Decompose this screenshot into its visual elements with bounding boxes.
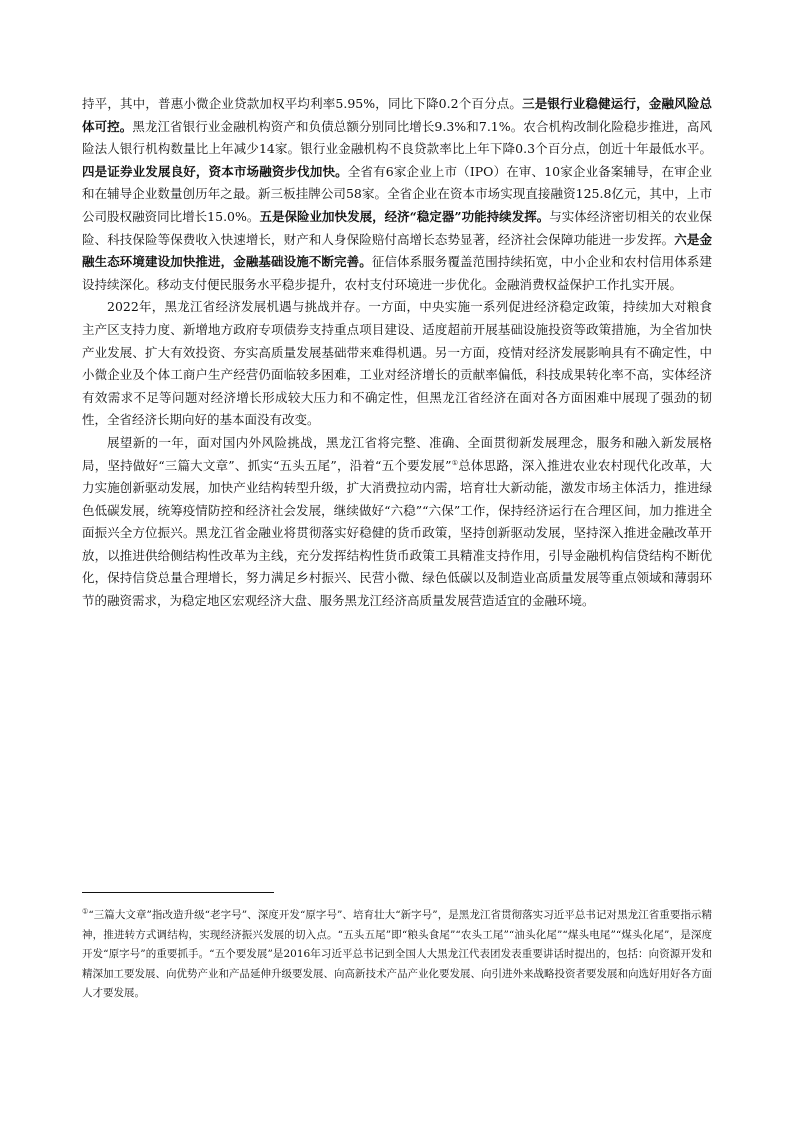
paragraph3-text-part-2: 总体思路，深入推进农业农村现代化改革，大力实施创新驱动发展，加快产业结构转型升级，扩大消费拉动内需，培育壮大新动能，激发市场主体活力，推进绿色低碳发展，统筹疫情防控和经济社会发展，继续做好“六稳”“六保”工作，保持经济运行在合理区间，加力推进全面振兴全方位振兴。黑龙江省金融业将贯彻落实好稳健的货币政策，坚持创新驱动发展，坚持深入推进金融改革开放，以推进供给侧结构性改革为主线，充分发挥结构性货币政策工具精准支持作用，引导金融机构信贷结构不断优化，保持信贷总量合理增长，努力满足乡村振兴、民营小微、绿色低碳以及制造业高质量发展等重点领域和薄弱环节的融资需求，为稳定地区宏观经济大盘、服务黑龙江经济高质量发展营造适宜的金融环境。 <box>82 457 713 609</box>
footnote-reference[interactable]: ① <box>451 458 459 467</box>
footnote-text: “三篇大文章”指改造升级“老字号”、深度开发“原字号”、培育壮大“新字号”，是黑龙江省贯彻落实习近平总书记对黑龙江省重要指示精神，推进转方式调结构，实现经济振兴发展的切入点。“五头五尾”即“粮头食尾”“农头工尾”“油头化尾”“煤头电尾”“煤头化尾”，是深度开发“原字号”的重要抓手。“五个要发展”是2016年习近平总书记到全国人大黑龙江代表团发表重要讲话时提出的，包括：向资源开发和精深加工要发展、向优势产业和产品延伸升级要发展、向高新技术产品产业化要发展、向引进外来战略投资者要发展和向选好用好各方面人才要发展。 <box>82 909 712 999</box>
paragraph-next-year <box>82 432 712 613</box>
paragraph3-text-part-1: 展望新的一年，面对国内外风险挑战，黑龙江省将完整、准确、全面贯彻新发展理念，服务和融入新发展格局，坚持做好“三篇大文章”、抓实“五头五尾”，沿着“五个要发展” <box>82 434 712 473</box>
main-text <box>82 93 712 613</box>
footnote <box>82 906 712 1004</box>
heading-financial-ecosystem: 六是金融生态环境建设加快推进，金融基础设施不断完善。 <box>82 231 712 270</box>
footnote-text-block <box>82 906 712 1004</box>
paragraph1-sentence-4: 与实体经济密切相关的农业保险、科技保险等保费收入快速增长，财产和人身保险赔付高增长态势显著，经济社会保障功能进一步发挥。 <box>82 208 712 247</box>
heading-securities: 四是证券业发展良好，资本市场融资步伐加快。 <box>82 163 348 179</box>
heading-banking: 三是银行业稳健运行，金融风险总体可控。 <box>82 96 712 134</box>
paragraph-2022-outlook: 2022年，黑龙江省经济发展机遇与挑战并存。一方面，中央实施一系列促进经济稳定政策，持续加大对粮食主产区支持力度、新增地方政府专项债券支持重点项目建设、适度超前开展基础设施投资等政策措施，为全省加快产业发展、扩大有效投资、夯实高质量发展基础带来难得机遇。另一方面，疫情对经济发展影响具有不确定性，中小微企业及个体工商户生产经营仍面临较多困难，工业对经济增长的贡献率偏低，科技成果转化率不高，实体经济有效需求不足等问题对经济增长形成较大压力和不确定性，但黑龙江省经济在面对各方面困难中展现了强劲的韧性，全省经济长期向好的基本面没有改变。 <box>82 299 712 428</box>
footnote-mark: ① <box>82 907 89 916</box>
paragraph-financial-overview <box>82 93 712 296</box>
paragraph1-sentence-1: 持平，其中，普惠小微企业贷款加权平均利率5.95%，同比下降0.2个百分点。 <box>82 96 523 111</box>
paragraph1-sentence-3: 全省有6家企业上市（IPO）在审、10家企业备案辅导，在审企业和在辅导企业数量创历年之最。新三板挂牌公司58家。全省企业在资本市场实现直接融资125.8亿元，其中，上市公司股权融资同比增长15.0%。 <box>82 163 712 224</box>
paragraph1-sentence-2: 黑龙江省银行业金融机构资产和负债总额分别同比增长9.3%和7.1%。农合机构改制化险稳步推进，高风险法人银行机构数量比上年减少14家。银行业金融机构不良贷款率比上年下降0.3个百分点，创近十年最低水平。 <box>82 118 712 157</box>
footnote-divider <box>82 892 274 893</box>
heading-insurance: 五是保险业加快发展，经济“稳定器”功能持续发挥。 <box>259 208 550 224</box>
paragraph1-sentence-5: 征信体系服务覆盖范围持续拓宽，中小企业和农村信用体系建设持续深化。移动支付便民服务水平稳步提升，农村支付环境进一步优化。金融消费权益保护工作扎实开展。 <box>82 254 712 292</box>
